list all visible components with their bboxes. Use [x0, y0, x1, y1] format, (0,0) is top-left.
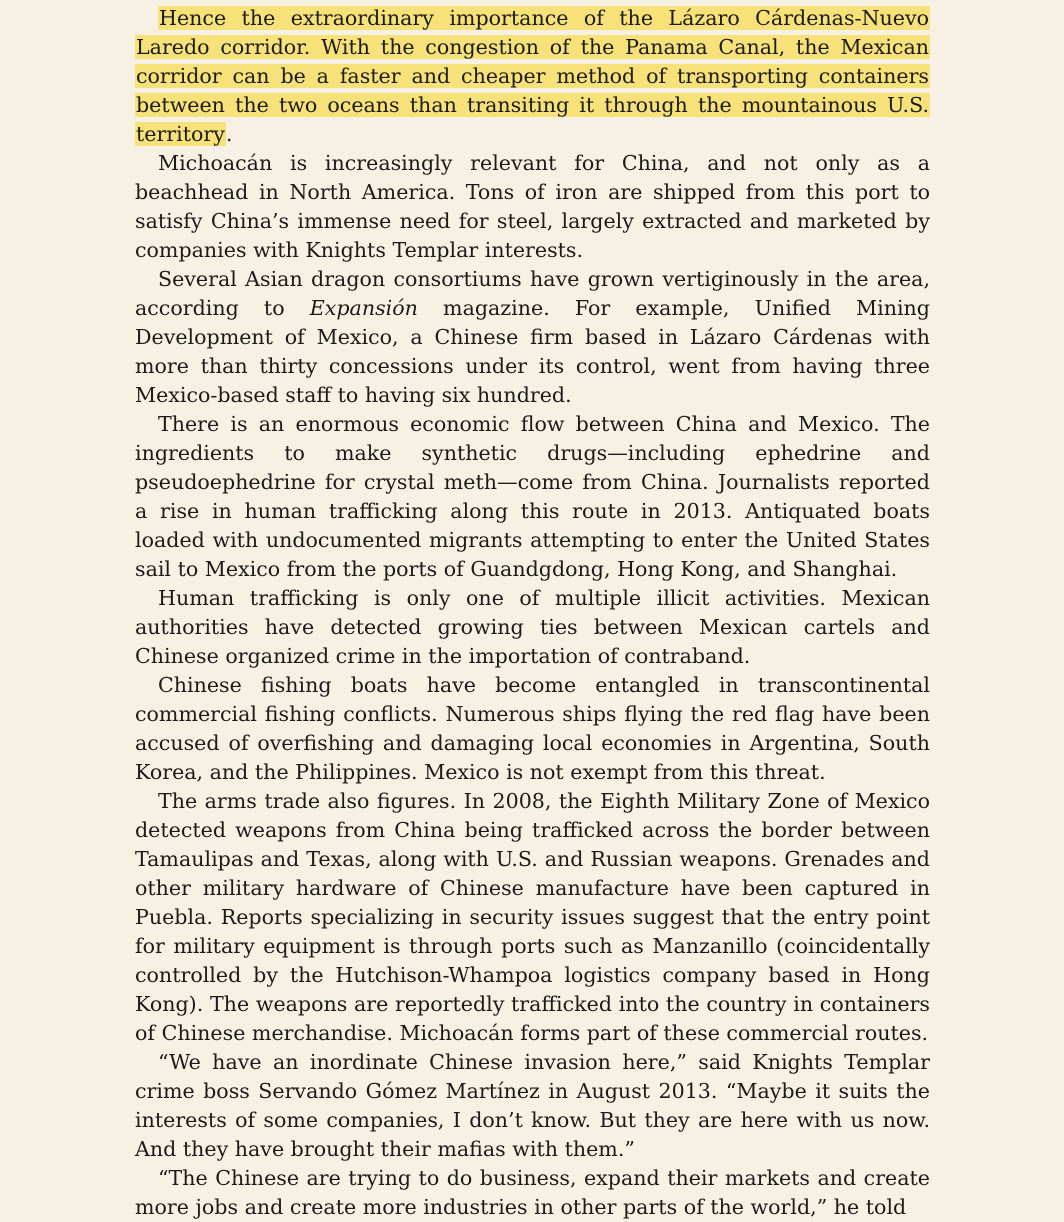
text-highlight[interactable]: Hence the extraordinary importance of the Lázaro Cárdenas-Nuevo Laredo corridor. With the congestion of the Panama Canal, the Mexican corridor can be a faster and cheaper method of transporting containers between the two oceans than transiting it through the mountainous U.S. territory — [136, 6, 929, 146]
paragraph-consortiums-start: Several Asian dragon consortiums have grown vertiginously in the area, according to — [135, 267, 930, 320]
paragraph-corridor — [135, 4, 930, 149]
paragraph-economic-flow: There is an enormous economic flow between China and Mexico. The ingredients to make synthetic drugs—including ephedrine and pseudoephedrine for crystal meth—come from China. Journalists reported a rise in human trafficking along this route in 2013. Antiquated boats loaded with undocumented migrants attempting to enter the United States sail to Mexico from the ports of Guandgdong, Hong Kong, and Shanghai. — [135, 412, 930, 581]
paragraph-arms-trade: The arms trade also figures. In 2008, the Eighth Military Zone of Mexico detected weapons from China being trafficked across the border between Tamaulipas and Texas, along with U.S. and Russian weapons. Grenades and other military hardware of Chinese manufacture have been captured in Puebla. Reports specializing in security issues suggest that the entry point for military equipment is through ports such as Manzanillo (coincidentally controlled by the Hutchison-Whampoa logistics company based in Hong Kong). The weapons are reportedly trafficked into the country in containers of Chinese merchandise. Michoacán forms part of these commercial routes. — [135, 789, 930, 1045]
paragraph-trafficking: Human trafficking is only one of multiple illicit activities. Mexican authorities have detected growing ties between Mexican cartels and Chinese organized crime in the importation of contraband. — [135, 586, 930, 668]
paragraph-consortiums — [135, 265, 930, 410]
book-page — [135, 4, 930, 1222]
magazine-title: Expansión — [309, 296, 418, 320]
paragraph-consortiums-end: magazine. For example, Unified Mining Development of Mexico, a Chinese firm based in Lázaro Cárdenas with more than thirty concessions under its control, went from having three Mexico-based staff to having six hundred. — [135, 296, 930, 407]
paragraph-quote-invasion: “We have an inordinate Chinese invasion here,” said Knights Templar crime boss Servando Gómez Martínez in August 2013. “Maybe it suits the interests of some companies, I don’t know. But they are here with us now. And they have brought their mafias with them.” — [135, 1050, 930, 1161]
paragraph-quote-business: “The Chinese are trying to do business, expand their markets and create more jobs and create more industries in other parts of the world,” he told — [135, 1166, 930, 1219]
paragraph-fishing: Chinese fishing boats have become entangled in transcontinental commercial fishing conflicts. Numerous ships flying the red flag have been accused of overfishing and damaging local economies in Argentina, South Korea, and the Philippines. Mexico is not exempt from this threat. — [135, 673, 930, 784]
paragraph-corridor-tail: . — [225, 122, 233, 146]
paragraph-michoacan: Michoacán is increasingly relevant for China, and not only as a beachhead in North America. Tons of iron are shipped from this port to satisfy China’s immense need for steel, largely extracted and marketed by companies with Knights Templar interests. — [135, 151, 930, 262]
